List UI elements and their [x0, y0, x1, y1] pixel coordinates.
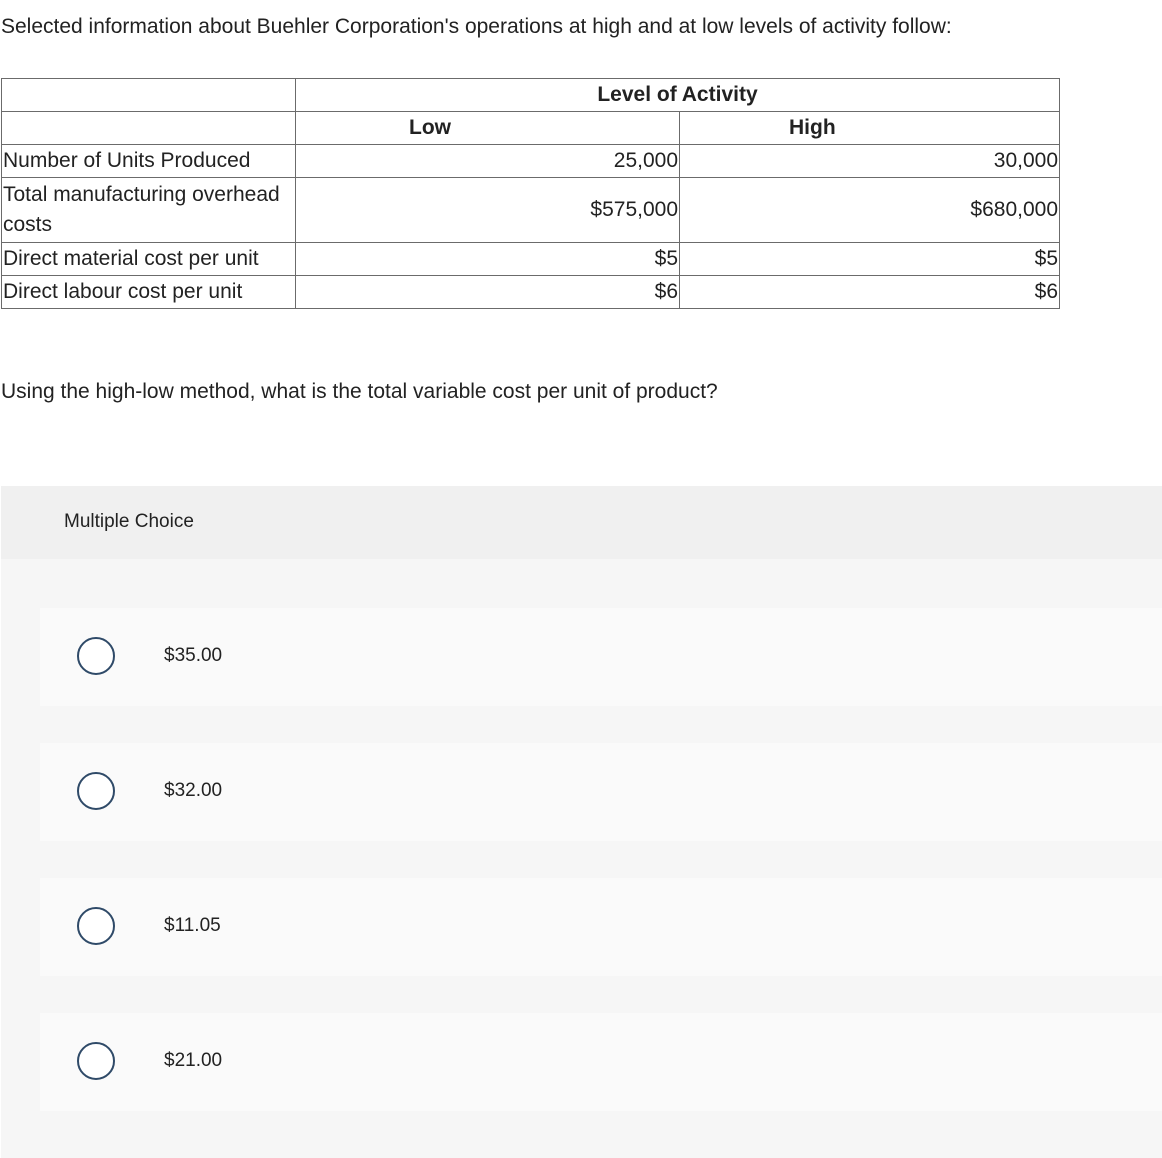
level-of-activity-header: Level of Activity — [296, 79, 1060, 112]
column-header-low: Low — [296, 112, 680, 145]
answer-option-3[interactable] — [40, 878, 1162, 976]
table-row — [2, 243, 1060, 276]
row-label-overhead-costs: Total manufacturing overhead costs — [2, 178, 296, 243]
cell-high-units: 30,000 — [680, 145, 1060, 178]
intro-text: Selected information about Buehler Corporation's operations at high and at low levels of activity follow: — [1, 15, 952, 38]
row-label-material-cost: Direct material cost per unit — [2, 243, 296, 276]
activity-table — [1, 78, 1060, 309]
radio-button[interactable] — [77, 907, 115, 945]
table-corner-cell — [2, 79, 296, 112]
radio-button[interactable] — [77, 637, 115, 675]
table-row — [2, 276, 1060, 309]
cell-high-overhead: $680,000 — [680, 178, 1060, 243]
radio-button[interactable] — [77, 772, 115, 810]
multiple-choice-panel — [1, 486, 1162, 1158]
table-row — [2, 178, 1060, 243]
table-row — [2, 145, 1060, 178]
multiple-choice-title: Multiple Choice — [64, 511, 194, 532]
answer-option-1[interactable] — [40, 608, 1162, 706]
question-text: Using the high-low method, what is the total variable cost per unit of product? — [1, 380, 718, 403]
cell-low-material: $5 — [296, 243, 680, 276]
table-corner-cell — [2, 112, 296, 145]
answer-option-2[interactable] — [40, 743, 1162, 841]
cell-low-overhead: $575,000 — [296, 178, 680, 243]
cell-low-labour: $6 — [296, 276, 680, 309]
answer-option-label: $35.00 — [164, 645, 223, 666]
cell-high-material: $5 — [680, 243, 1060, 276]
table-column-header-row — [2, 112, 1060, 145]
multiple-choice-header — [1, 486, 1162, 559]
column-header-high: High — [680, 112, 1060, 145]
answer-option-label: $21.00 — [164, 1050, 223, 1071]
row-label-labour-cost: Direct labour cost per unit — [2, 276, 296, 309]
cell-high-labour: $6 — [680, 276, 1060, 309]
radio-button[interactable] — [77, 1042, 115, 1080]
row-label-units-produced: Number of Units Produced — [2, 145, 296, 178]
answer-option-label: $32.00 — [164, 780, 223, 801]
table-group-header-row — [2, 79, 1060, 112]
answer-option-label: $11.05 — [164, 915, 221, 936]
cell-low-units: 25,000 — [296, 145, 680, 178]
answer-option-4[interactable] — [40, 1013, 1162, 1111]
